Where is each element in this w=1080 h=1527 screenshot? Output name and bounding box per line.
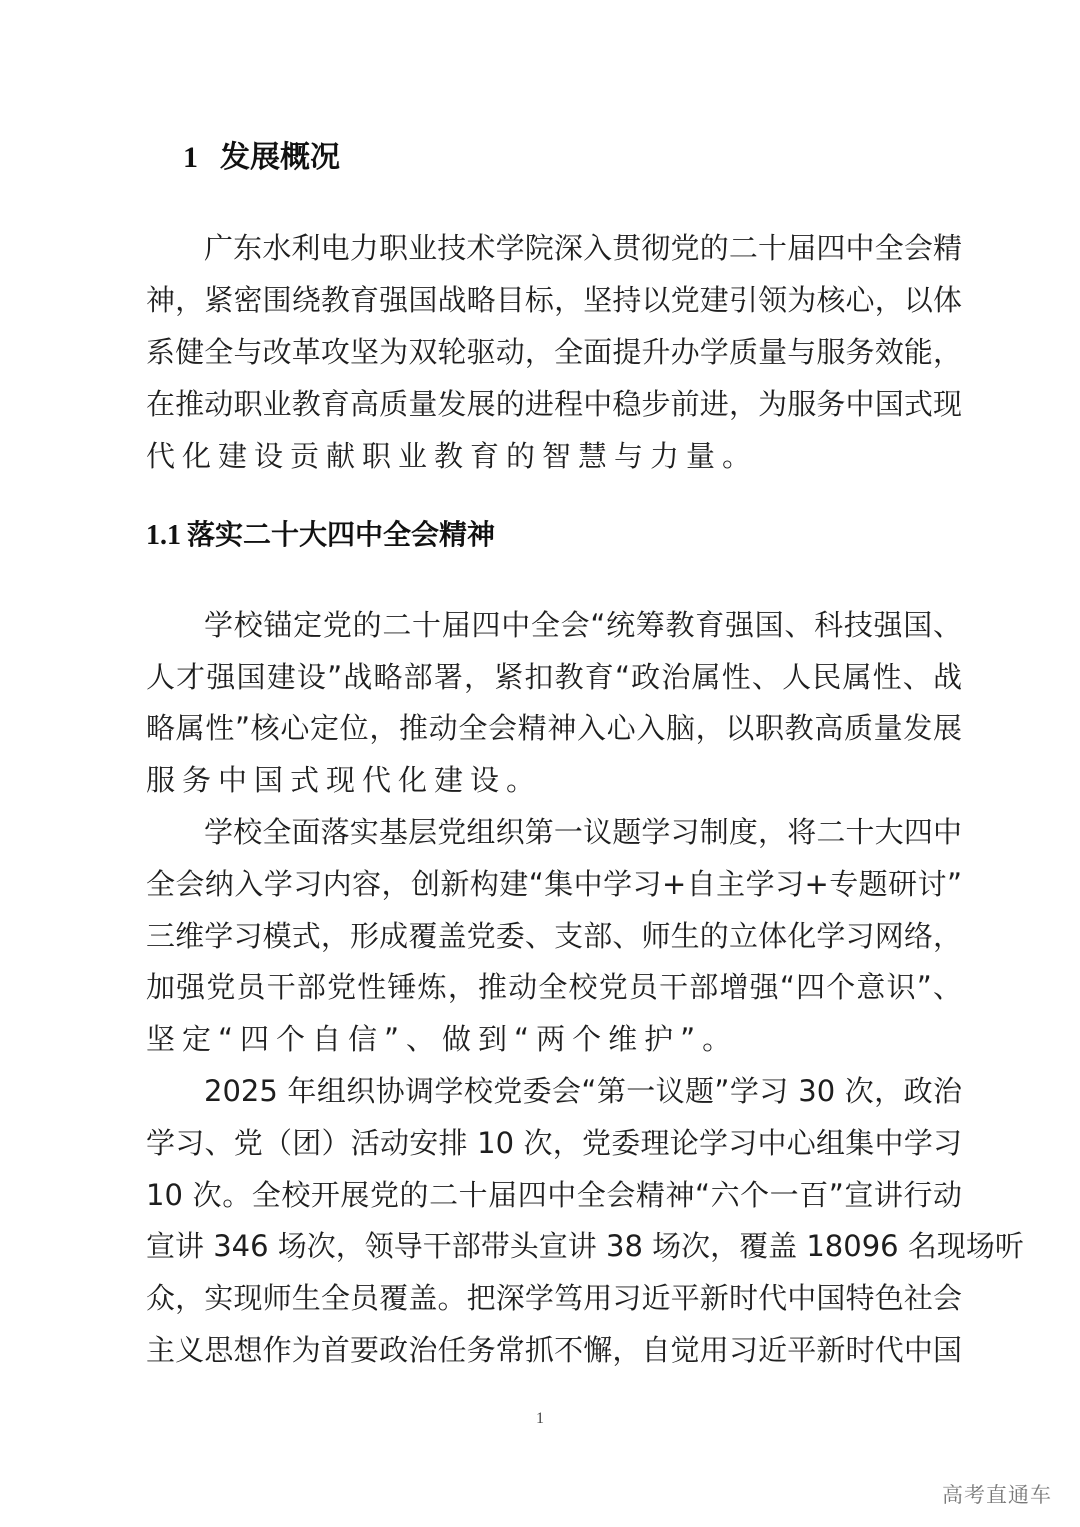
subsection-title: 落实二十大四中全会精神 <box>187 518 496 551</box>
paragraph-line: 宣讲 346 场次，领导干部带头宣讲 38 场次，覆盖 18096 名现场听 <box>146 1229 1024 1263</box>
paragraph-line: 2025 年组织协调学校党委会“第一议题”学习 30 次，政治 <box>204 1074 962 1108</box>
section-heading <box>183 137 340 179</box>
paragraph-line: 主义思想作为首要政治任务常抓不懈，自觉用习近平新时代中国 <box>146 1333 962 1367</box>
paragraph-line: 略属性”核心定位，推动全会精神入心入脑，以职教高质量发展 <box>146 711 962 745</box>
paragraph-line: 坚定“四个自信”、做到“两个维护”。 <box>146 1022 739 1056</box>
subsection-number: 1.1 <box>146 520 181 551</box>
paragraph-line: 人才强国建设”战略部署，紧扣教育“政治属性、人民属性、战 <box>146 660 962 694</box>
paragraph-line: 学校全面落实基层党组织第一议题学习制度，将二十大四中 <box>204 815 962 849</box>
paragraph-line: 系健全与改革攻坚为双轮驱动，全面提升办学质量与服务效能， <box>146 335 962 369</box>
paragraph-line: 学习、党（团）活动安排 10 次，党委理论学习中心组集中学习 <box>146 1126 962 1160</box>
paragraph-line: 10 次。全校开展党的二十届四中全会精神“六个一百”宣讲行动 <box>146 1178 962 1212</box>
paragraph-line: 加强党员干部党性锤炼，推动全校党员干部增强“四个意识”、 <box>146 970 962 1004</box>
paragraph-line: 在推动职业教育高质量发展的进程中稳步前进，为服务中国式现 <box>146 387 962 421</box>
paragraph-line: 广东水利电力职业技术学院深入贯彻党的二十届四中全会精 <box>204 231 962 265</box>
watermark-label: 高考直通车 <box>942 1483 1052 1507</box>
section-title: 发展概况 <box>220 140 340 175</box>
page-number: 1 <box>536 1410 544 1427</box>
paragraph-line: 全会纳入学习内容，创新构建“集中学习+自主学习+专题研讨” <box>146 867 962 901</box>
paragraph-line: 学校锚定党的二十届四中全会“统筹教育强国、科技强国、 <box>204 608 962 642</box>
paragraph-line: 服务中国式现代化建设。 <box>146 763 543 797</box>
paragraph-line: 众，实现师生全员覆盖。把深学笃用习近平新时代中国特色社会 <box>146 1281 962 1315</box>
paragraph-line: 三维学习模式，形成覆盖党委、支部、师生的立体化学习网络， <box>146 919 962 953</box>
paragraph-line: 代化建设贡献职业教育的智慧与力量。 <box>146 439 759 473</box>
subsection-heading <box>146 514 495 557</box>
section-number: 1 <box>183 141 198 174</box>
paragraph-line: 神，紧密围绕教育强国战略目标，坚持以党建引领为核心，以体 <box>146 283 962 317</box>
